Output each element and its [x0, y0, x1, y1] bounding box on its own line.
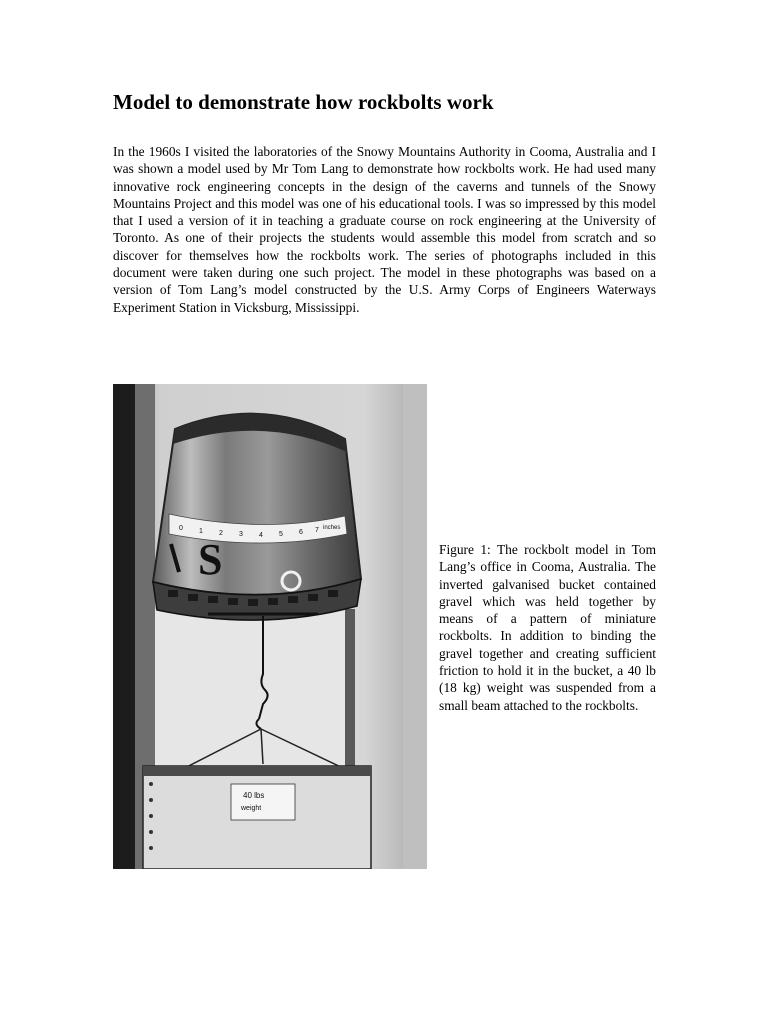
figure-caption: Figure 1: The rockbolt model in Tom Lang’s office in Cooma, Australia. The inverted galvanised bucket contained gravel which was held together by means of a pattern of miniature rockbolts. In addition to binding the gravel together and creating sufficient friction to hold it in the bucket, a 40 lb (18 kg) weight was suspended from a small beam attached to the rockbolts.: [439, 542, 656, 713]
scale-number: 5: [279, 531, 283, 538]
weight-label-card: [231, 784, 295, 820]
scale-number: 7: [315, 527, 319, 534]
scale-number: 3: [239, 531, 243, 538]
intro-paragraph: In the 1960s I visited the laboratories of the Snowy Mountains Authority in Cooma, Australia and I was shown a model used by Mr Tom Lang to demonstrate how rockbolts work. He had used many innovative rock engineering concepts in the design of the caverns and tunnels of the Snowy Mountains Project and this model was one of his educational tools. I was so impressed by this model that I used a version of it in teaching a graduate course on rock engineering at the University of Toronto. As one of their projects the students would assemble this model from scratch and so discover for themselves how the rockbolts work. The series of photographs included in this document were taken during one such project. The model in these photographs was based on a version of Tom Lang’s model constructed by the U.S. Army Corps of Engineers Waterways Experiment Station in Vicksburg, Mississippi.: [113, 144, 656, 315]
rockbolt-model-photo: [113, 384, 427, 869]
bucket-mark: S: [198, 535, 223, 584]
weight-label-line2: weight: [241, 805, 262, 812]
scale-unit: inches: [323, 525, 341, 531]
scale-number: 0: [179, 525, 183, 532]
scale-number: 1: [199, 528, 203, 535]
scale-number: 4: [259, 532, 263, 539]
document-title: Model to demonstrate how rockbolts work: [113, 90, 494, 114]
scale-number: 2: [219, 530, 223, 537]
scale-number: 6: [299, 529, 303, 536]
weight-label-line1: 40 lbs: [243, 791, 265, 800]
